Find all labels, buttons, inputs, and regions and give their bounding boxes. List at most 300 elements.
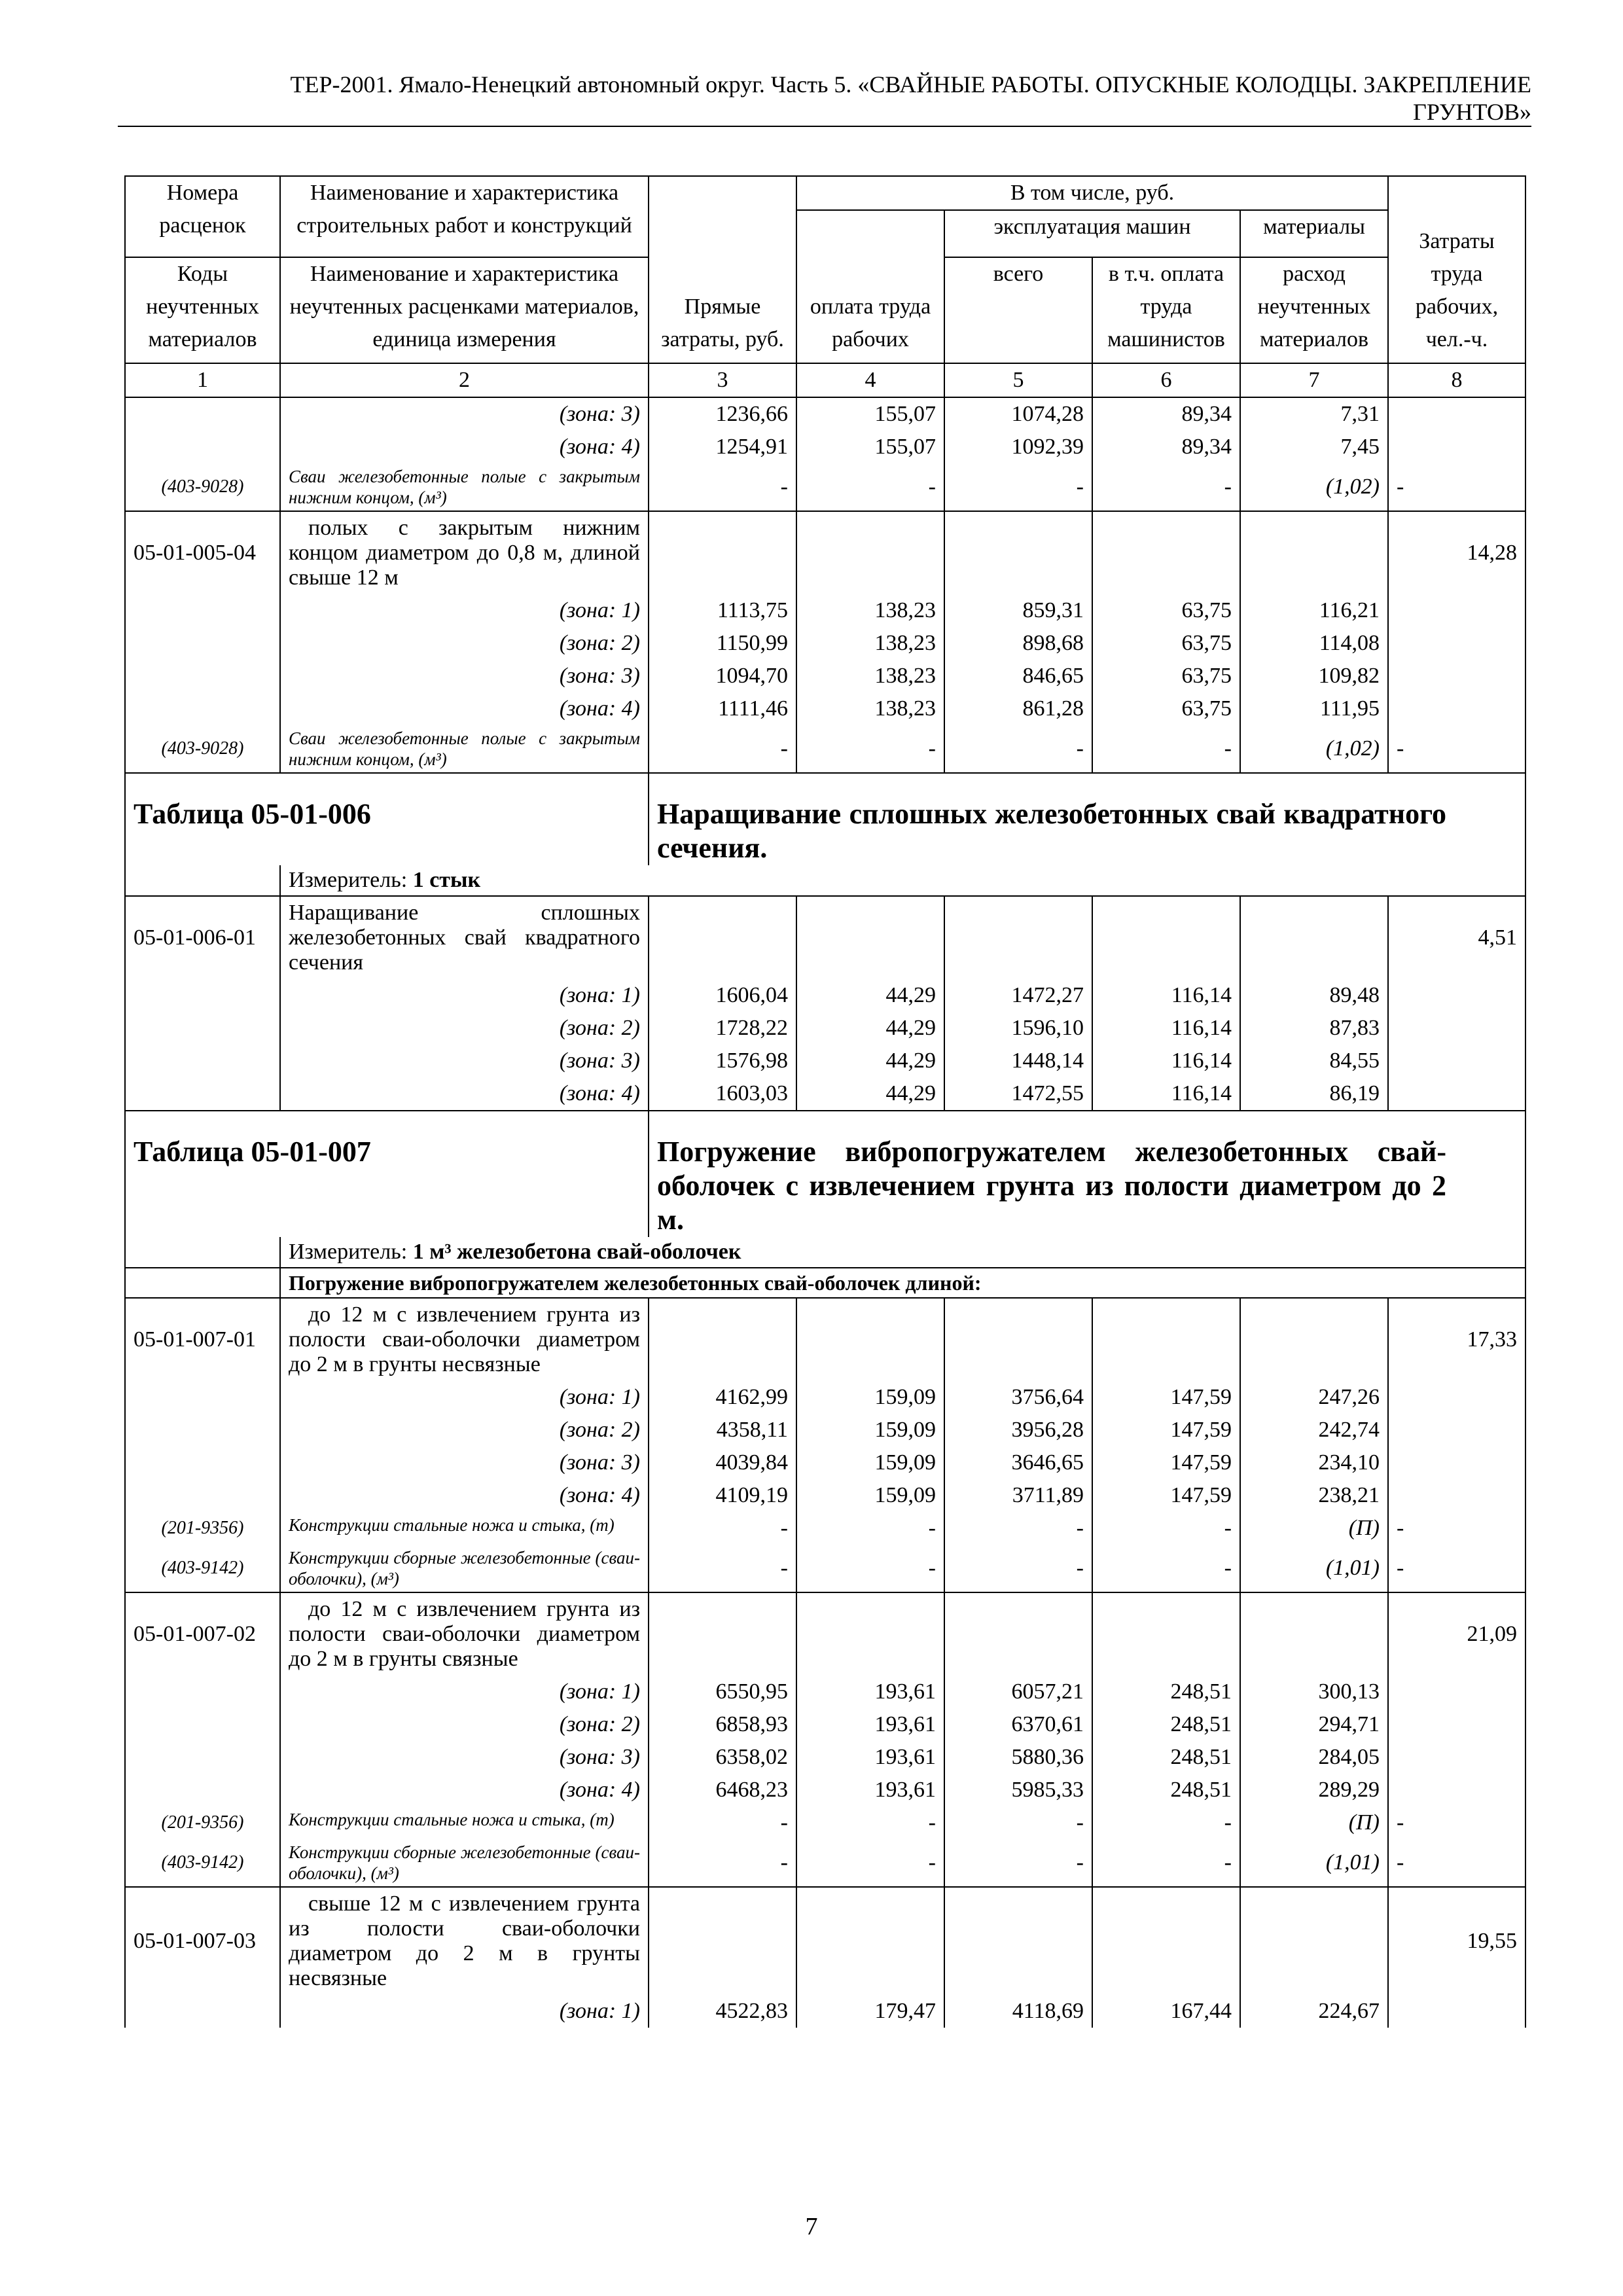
dash-cell: -	[796, 1512, 944, 1545]
dash-cell: -	[1092, 1512, 1240, 1545]
dash-cell: -	[944, 725, 1092, 773]
value-cell: 1092,39	[944, 431, 1092, 463]
table-cell	[944, 1887, 1092, 1995]
zone-label: (зона: 2)	[280, 1012, 649, 1045]
col-6-header: в т.ч. оплата труда машинистов	[1092, 257, 1240, 363]
zone-label: (зона: 3)	[280, 1446, 649, 1479]
material-qty: (П)	[1240, 1806, 1388, 1839]
col-number: 8	[1388, 363, 1525, 397]
value-cell: 138,23	[796, 627, 944, 660]
zone-label: (зона: 3)	[280, 660, 649, 692]
zone-label: (зона: 2)	[280, 1708, 649, 1741]
table-row	[125, 1381, 1525, 1414]
value-cell: 63,75	[1092, 627, 1240, 660]
value-cell: 4522,83	[649, 1995, 796, 2028]
value-cell: 1074,28	[944, 397, 1092, 431]
value-cell: 7,45	[1240, 431, 1388, 463]
zone-label: (зона: 2)	[280, 1414, 649, 1446]
table-cell	[125, 594, 280, 627]
labor-cost: 21,09	[1388, 1592, 1525, 1676]
value-cell: 3646,65	[944, 1446, 1092, 1479]
value-cell: 167,44	[1092, 1995, 1240, 2028]
table-row	[125, 1045, 1525, 1077]
table-row	[125, 1839, 1525, 1887]
table-cell	[649, 1887, 796, 1995]
page-header	[118, 71, 1531, 126]
header-line-2: ГРУНТОВ»	[1413, 99, 1531, 125]
dash-cell: -	[1388, 1512, 1525, 1545]
table-row	[125, 725, 1525, 773]
dash-cell: -	[649, 725, 796, 773]
material-qty: (1,02)	[1240, 725, 1388, 773]
table-cell	[125, 979, 280, 1012]
table-cell	[1092, 1298, 1240, 1381]
value-cell: 1728,22	[649, 1012, 796, 1045]
header-line-1: ТЕР-2001. Ямало-Ненецкий автономный округ. Часть 5. «СВАЙНЫЕ РАБОТЫ. ОПУСКНЫЕ КОЛОДЦЫ. ЗАКРЕПЛЕНИЕ	[290, 71, 1531, 98]
table-cell	[649, 896, 796, 979]
dash-cell: -	[1388, 1806, 1525, 1839]
dash-cell: -	[1092, 1806, 1240, 1839]
table-cell	[125, 1077, 280, 1111]
table-row	[125, 463, 1525, 511]
col-number: 6	[1092, 363, 1240, 397]
table-cell	[125, 397, 280, 431]
table-row	[125, 1741, 1525, 1774]
material-name: Конструкции сборные железобетонные (сваи-оболочки), (м³)	[280, 1545, 649, 1592]
col-number: 2	[280, 363, 649, 397]
value-cell: 193,61	[796, 1741, 944, 1774]
value-cell: 86,19	[1240, 1077, 1388, 1111]
subsection-heading: Погружение вибропогружателем железобетонных свай-оболочек длиной:	[280, 1268, 1525, 1298]
rate-code: 05-01-007-01	[125, 1298, 280, 1381]
table-row	[125, 1887, 1525, 1995]
table-cell	[649, 511, 796, 594]
value-cell: 44,29	[796, 1077, 944, 1111]
value-cell: 3956,28	[944, 1414, 1092, 1446]
table-cell	[649, 1592, 796, 1676]
value-cell: 294,71	[1240, 1708, 1388, 1741]
dash-cell: -	[1092, 1545, 1240, 1592]
value-cell: 155,07	[796, 431, 944, 463]
material-qty: (1,02)	[1240, 463, 1388, 511]
table-cell	[1388, 692, 1525, 725]
value-cell: 147,59	[1092, 1414, 1240, 1446]
measure-prefix: Измеритель:	[289, 1240, 413, 1264]
value-cell: 1094,70	[649, 660, 796, 692]
labor-cost: 4,51	[1388, 896, 1525, 979]
col-number: 4	[796, 363, 944, 397]
table-row	[125, 511, 1525, 594]
value-cell: 1606,04	[649, 979, 796, 1012]
table-cell	[944, 1592, 1092, 1676]
value-cell: 1603,03	[649, 1077, 796, 1111]
value-cell: 116,21	[1240, 594, 1388, 627]
material-name: Конструкции стальные ножа и стыка, (т)	[280, 1806, 649, 1839]
table-cell	[125, 1268, 280, 1298]
labor-cost: 19,55	[1388, 1887, 1525, 1995]
value-cell: 7,31	[1240, 397, 1388, 431]
table-cell	[125, 1708, 280, 1741]
zone-label: (зона: 1)	[280, 1381, 649, 1414]
value-cell: 1254,91	[649, 431, 796, 463]
value-cell: 224,67	[1240, 1995, 1388, 2028]
dash-cell: -	[944, 1839, 1092, 1887]
value-cell: 138,23	[796, 692, 944, 725]
table-row	[125, 627, 1525, 660]
table-cell	[1388, 1479, 1525, 1512]
dash-cell: -	[1388, 1545, 1525, 1592]
table-cell	[1388, 627, 1525, 660]
table-row	[125, 431, 1525, 463]
dash-cell: -	[649, 1512, 796, 1545]
table-row	[125, 1414, 1525, 1446]
value-cell: 3711,89	[944, 1479, 1092, 1512]
material-qty: (П)	[1240, 1512, 1388, 1545]
value-cell: 109,82	[1240, 660, 1388, 692]
rate-code: 05-01-007-02	[125, 1592, 280, 1676]
included-header: В том числе, руб.	[796, 176, 1388, 210]
value-cell: 193,61	[796, 1708, 944, 1741]
value-cell: 248,51	[1092, 1676, 1240, 1708]
value-cell: 248,51	[1092, 1708, 1240, 1741]
zone-label: (зона: 3)	[280, 1741, 649, 1774]
value-cell: 861,28	[944, 692, 1092, 725]
material-name: Сваи железобетонные полые с закрытым нижним концом, (м³)	[280, 463, 649, 511]
value-cell: 284,05	[1240, 1741, 1388, 1774]
table-cell	[944, 1298, 1092, 1381]
value-cell: 242,74	[1240, 1414, 1388, 1446]
value-cell: 1236,66	[649, 397, 796, 431]
price-table	[124, 175, 1526, 2028]
rate-code: 05-01-005-04	[125, 511, 280, 594]
rate-code: 05-01-006-01	[125, 896, 280, 979]
value-cell: 846,65	[944, 660, 1092, 692]
table-row	[125, 1545, 1525, 1592]
value-cell: 300,13	[1240, 1676, 1388, 1708]
col-number: 5	[944, 363, 1092, 397]
machines-header: эксплуатация машин	[944, 210, 1240, 257]
value-cell: 116,14	[1092, 1077, 1240, 1111]
table-cell	[1388, 1045, 1525, 1077]
rate-description: до 12 м с извлечением грунта из полости сваи-оболочки диаметром до 2 м в грунты связные	[280, 1592, 649, 1676]
value-cell: 5880,36	[944, 1741, 1092, 1774]
measure-line	[280, 1237, 1525, 1268]
table-row	[125, 1512, 1525, 1545]
table-row	[125, 1237, 1525, 1268]
table-label: Таблица 05-01-006	[125, 773, 649, 865]
table-row	[125, 692, 1525, 725]
value-cell: 114,08	[1240, 627, 1388, 660]
material-code: (403-9142)	[125, 1545, 280, 1592]
table-cell	[125, 1446, 280, 1479]
rate-description: до 12 м с извлечением грунта из полости сваи-оболочки диаметром до 2 м в грунты несвязные	[280, 1298, 649, 1381]
value-cell: 1448,14	[944, 1045, 1092, 1077]
value-cell: 1596,10	[944, 1012, 1092, 1045]
col-1-header-b: Коды неучтенных материалов	[125, 257, 280, 363]
value-cell: 238,21	[1240, 1479, 1388, 1512]
value-cell: 193,61	[796, 1774, 944, 1806]
value-cell: 4109,19	[649, 1479, 796, 1512]
col-1-header-a: Номера расценок	[125, 176, 280, 257]
table-row	[125, 896, 1525, 979]
table-cell	[1092, 896, 1240, 979]
table-cell	[796, 1592, 944, 1676]
value-cell: 138,23	[796, 594, 944, 627]
zone-label: (зона: 3)	[280, 397, 649, 431]
table-row	[125, 1774, 1525, 1806]
material-code: (201-9356)	[125, 1806, 280, 1839]
material-code: (201-9356)	[125, 1512, 280, 1545]
table-cell	[1240, 1592, 1388, 1676]
table-row	[125, 1708, 1525, 1741]
table-cell	[649, 1298, 796, 1381]
table-cell	[1092, 1592, 1240, 1676]
dash-cell: -	[1092, 1839, 1240, 1887]
material-code: (403-9142)	[125, 1839, 280, 1887]
zone-label: (зона: 3)	[280, 1045, 649, 1077]
table-row	[125, 660, 1525, 692]
table-cell	[125, 692, 280, 725]
value-cell: 87,83	[1240, 1012, 1388, 1045]
dash-cell: -	[1092, 725, 1240, 773]
table-cell	[1240, 1298, 1388, 1381]
labor-cost: 17,33	[1388, 1298, 1525, 1381]
rate-description: полых с закрытым нижним концом диаметром до 0,8 м, длиной свыше 12 м	[280, 511, 649, 594]
table-cell	[1388, 1446, 1525, 1479]
value-cell: 4358,11	[649, 1414, 796, 1446]
table-cell	[1388, 1077, 1525, 1111]
value-cell: 1113,75	[649, 594, 796, 627]
table-title: Наращивание сплошных железобетонных свай квадратного сечения.	[649, 773, 1525, 865]
dash-cell: -	[796, 1545, 944, 1592]
zone-label: (зона: 1)	[280, 1676, 649, 1708]
value-cell: 63,75	[1092, 660, 1240, 692]
dash-cell: -	[796, 463, 944, 511]
col-number: 1	[125, 363, 280, 397]
value-cell: 111,95	[1240, 692, 1388, 725]
value-cell: 44,29	[796, 1045, 944, 1077]
table-cell	[125, 1381, 280, 1414]
value-cell: 116,14	[1092, 1012, 1240, 1045]
col-5-header: всего	[944, 257, 1092, 363]
table-cell	[1240, 1887, 1388, 1995]
value-cell: 159,09	[796, 1446, 944, 1479]
value-cell: 4039,84	[649, 1446, 796, 1479]
material-qty: (1,01)	[1240, 1839, 1388, 1887]
table-title: Погружение вибропогружателем железобетонных свай-оболочек с извлечением грунта из полости диаметром до 2 м.	[649, 1111, 1525, 1237]
rate-code: 05-01-007-03	[125, 1887, 280, 1995]
value-cell: 63,75	[1092, 594, 1240, 627]
value-cell: 3756,64	[944, 1381, 1092, 1414]
value-cell: 193,61	[796, 1676, 944, 1708]
value-cell: 89,48	[1240, 979, 1388, 1012]
table-cell	[796, 511, 944, 594]
zone-label: (зона: 2)	[280, 627, 649, 660]
dash-cell: -	[944, 1545, 1092, 1592]
zone-label: (зона: 4)	[280, 431, 649, 463]
table-row	[125, 1995, 1525, 2028]
material-name: Конструкции сборные железобетонные (сваи-оболочки), (м³)	[280, 1839, 649, 1887]
table-cell	[796, 1887, 944, 1995]
table-cell	[125, 1237, 280, 1268]
value-cell: 155,07	[796, 397, 944, 431]
table-cell	[1388, 1995, 1525, 2028]
value-cell: 89,34	[1092, 431, 1240, 463]
measure-line	[280, 865, 1525, 896]
table-row	[125, 594, 1525, 627]
table-row	[125, 773, 1525, 865]
value-cell: 1576,98	[649, 1045, 796, 1077]
value-cell: 116,14	[1092, 1045, 1240, 1077]
dash-cell: -	[649, 1545, 796, 1592]
table-cell	[796, 896, 944, 979]
table-row	[125, 1268, 1525, 1298]
dash-cell: -	[796, 1806, 944, 1839]
value-cell: 4118,69	[944, 1995, 1092, 2028]
zone-label: (зона: 4)	[280, 1774, 649, 1806]
material-qty: (1,01)	[1240, 1545, 1388, 1592]
value-cell: 248,51	[1092, 1774, 1240, 1806]
table-cell	[1388, 1381, 1525, 1414]
value-cell: 289,29	[1240, 1774, 1388, 1806]
table-row	[125, 1111, 1525, 1237]
table-cell	[125, 1479, 280, 1512]
zone-label: (зона: 1)	[280, 979, 649, 1012]
table-cell	[125, 1012, 280, 1045]
value-cell: 179,47	[796, 1995, 944, 2028]
measure-prefix: Измеритель:	[289, 868, 413, 892]
table-cell	[125, 1741, 280, 1774]
col-2-header-b: Наименование и характеристика неучтенных расценками материалов, единица измерения	[280, 257, 649, 363]
table-row	[125, 1298, 1525, 1381]
measure-value: 1 м³ железобетона свай-оболочек	[412, 1240, 741, 1264]
dash-cell: -	[796, 725, 944, 773]
table-cell	[125, 1774, 280, 1806]
value-cell: 63,75	[1092, 692, 1240, 725]
zone-label: (зона: 4)	[280, 692, 649, 725]
dash-cell: -	[1092, 463, 1240, 511]
value-cell: 6858,93	[649, 1708, 796, 1741]
dash-cell: -	[1388, 463, 1525, 511]
table-cell	[796, 1298, 944, 1381]
value-cell: 89,34	[1092, 397, 1240, 431]
table-cell	[1240, 511, 1388, 594]
dash-cell: -	[944, 1806, 1092, 1839]
zone-label: (зона: 4)	[280, 1479, 649, 1512]
table-cell	[1388, 397, 1525, 431]
table-cell	[1388, 979, 1525, 1012]
table-cell	[125, 1414, 280, 1446]
table-cell	[1240, 896, 1388, 979]
measure-value: 1 стык	[412, 868, 481, 892]
value-cell: 6057,21	[944, 1676, 1092, 1708]
dash-cell: -	[1388, 725, 1525, 773]
table-cell	[1388, 431, 1525, 463]
table-cell	[1388, 1708, 1525, 1741]
col-number: 3	[649, 363, 796, 397]
value-cell: 147,59	[1092, 1479, 1240, 1512]
dash-cell: -	[649, 463, 796, 511]
value-cell: 116,14	[1092, 979, 1240, 1012]
table-cell	[1388, 1414, 1525, 1446]
table-cell	[1388, 1012, 1525, 1045]
table-cell	[125, 431, 280, 463]
table-cell	[1092, 511, 1240, 594]
table-row	[125, 397, 1525, 431]
value-cell: 859,31	[944, 594, 1092, 627]
dash-cell: -	[649, 1839, 796, 1887]
table-cell	[1388, 1741, 1525, 1774]
table-row	[125, 1592, 1525, 1676]
table-cell	[1092, 1887, 1240, 1995]
dash-cell: -	[944, 1512, 1092, 1545]
value-cell: 1150,99	[649, 627, 796, 660]
value-cell: 159,09	[796, 1414, 944, 1446]
col-2-header-a: Наименование и характеристика строительных работ и конструкций	[280, 176, 649, 257]
col-number: 7	[1240, 363, 1388, 397]
table-cell	[125, 865, 280, 896]
table-cell	[125, 627, 280, 660]
value-cell: 5985,33	[944, 1774, 1092, 1806]
value-cell: 138,23	[796, 660, 944, 692]
value-cell: 1472,55	[944, 1077, 1092, 1111]
value-cell: 6468,23	[649, 1774, 796, 1806]
value-cell: 1111,46	[649, 692, 796, 725]
col-8-header: Затраты труда рабочих, чел.-ч.	[1388, 176, 1525, 363]
value-cell: 234,10	[1240, 1446, 1388, 1479]
page-number: 7	[805, 2213, 818, 2240]
table-cell	[125, 1045, 280, 1077]
value-cell: 247,26	[1240, 1381, 1388, 1414]
zone-label: (зона: 1)	[280, 1995, 649, 2028]
col-7-header: расход неучтенных материалов	[1240, 257, 1388, 363]
table-cell	[125, 660, 280, 692]
value-cell: 84,55	[1240, 1045, 1388, 1077]
dash-cell: -	[944, 463, 1092, 511]
table-row	[125, 1077, 1525, 1111]
table-row	[125, 1012, 1525, 1045]
header-rule	[118, 126, 1531, 127]
value-cell: 248,51	[1092, 1741, 1240, 1774]
material-code: (403-9028)	[125, 463, 280, 511]
table-row	[125, 1479, 1525, 1512]
zone-label: (зона: 1)	[280, 594, 649, 627]
value-cell: 4162,99	[649, 1381, 796, 1414]
value-cell: 1472,27	[944, 979, 1092, 1012]
value-cell: 898,68	[944, 627, 1092, 660]
table-cell	[125, 1676, 280, 1708]
material-code: (403-9028)	[125, 725, 280, 773]
col-4-header: оплата труда рабочих	[796, 210, 944, 363]
table-cell	[944, 896, 1092, 979]
table-cell	[125, 1995, 280, 2028]
table-row	[125, 865, 1525, 896]
value-cell: 147,59	[1092, 1381, 1240, 1414]
value-cell: 44,29	[796, 979, 944, 1012]
value-cell: 159,09	[796, 1381, 944, 1414]
table-row	[125, 979, 1525, 1012]
col-3-header: Прямые затраты, руб.	[649, 176, 796, 363]
material-name: Сваи железобетонные полые с закрытым нижним концом, (м³)	[280, 725, 649, 773]
table-row	[125, 1676, 1525, 1708]
rate-description: Наращивание сплошных железобетонных свай квадратного сечения	[280, 896, 649, 979]
value-cell: 44,29	[796, 1012, 944, 1045]
table-row	[125, 1806, 1525, 1839]
value-cell: 147,59	[1092, 1446, 1240, 1479]
table-cell	[1388, 1676, 1525, 1708]
material-name: Конструкции стальные ножа и стыка, (т)	[280, 1512, 649, 1545]
value-cell: 6550,95	[649, 1676, 796, 1708]
